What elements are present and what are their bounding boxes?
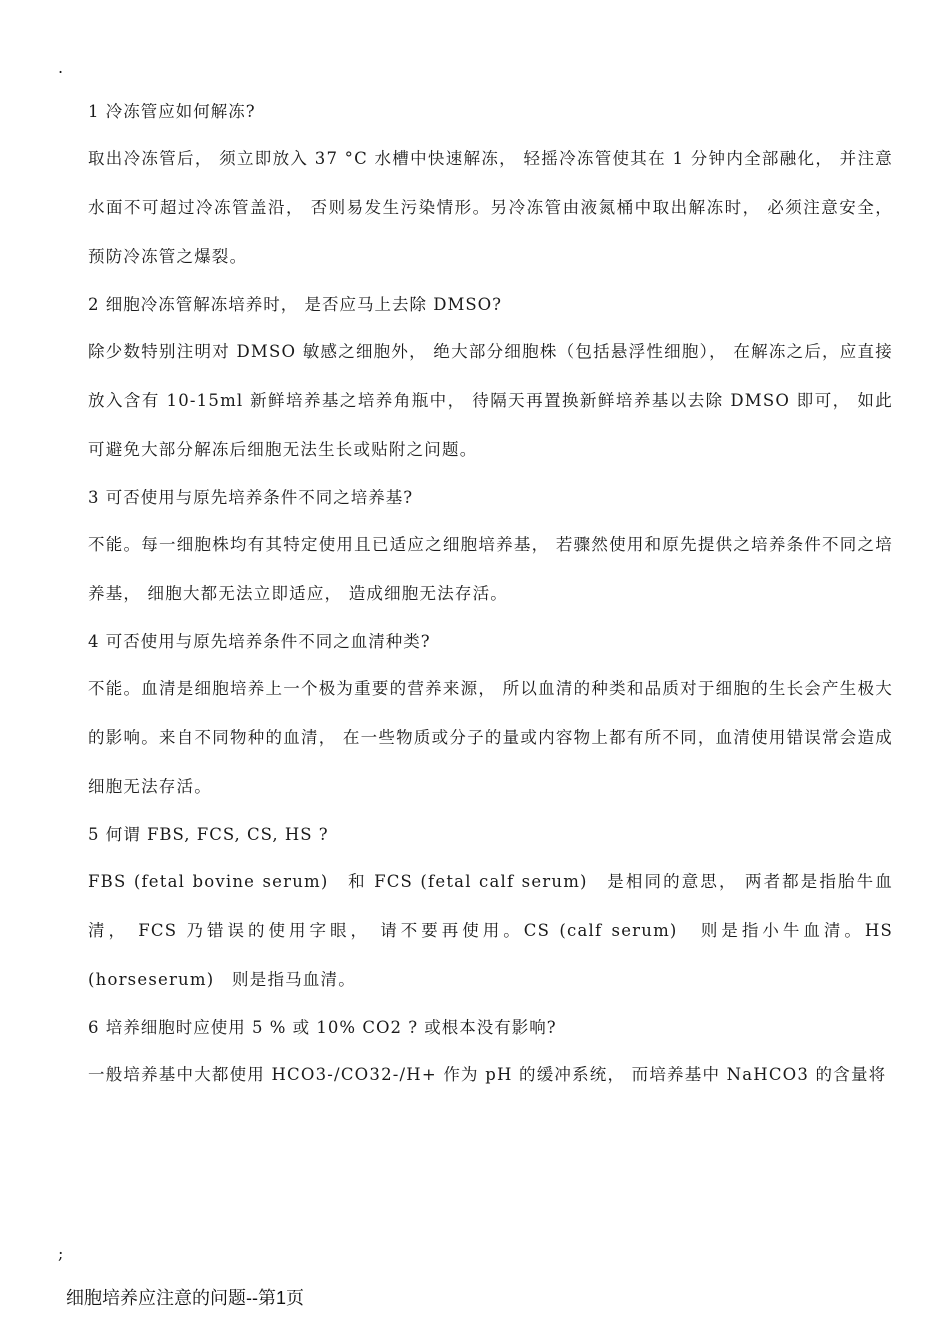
question-1: 1 冷冻管应如何解冻? [88,102,256,121]
answer-2: 除少数特别注明对 DMSO 敏感之细胞外， 绝大部分细胞株（包括悬浮性细胞）， 在解冻之后，应直接放入含有 10-15ml 新鲜培养基之培养角瓶中， 待隔天再置换新鲜培养基以去除 DMSO 即可， 如此可避免大部分解冻后细胞无法生长或贴附之问题。 [88,342,893,459]
question-4: 4 可否使用与原先培养条件不同之血清种类? [88,632,431,651]
page-footer: 细胞培养应注意的问题--第1页 [66,1288,304,1308]
answer-6: 一般培养基中大都使用 HCO3-/CO32-/H+ 作为 pH 的缓冲系统， 而培养基中 NaHCO3 的含量将 [88,1065,887,1084]
answer-3: 不能。每一细胞株均有其特定使用且已适应之细胞培养基， 若骤然使用和原先提供之培养条件不同之培养基， 细胞大都无法立即适应， 造成细胞无法存活。 [88,535,893,603]
answer-1: 取出冷冻管后， 须立即放入 37 °C 水槽中快速解冻， 轻摇冷冻管使其在 1 分钟内全部融化， 并注意水面不可超过冷冻管盖沿， 否则易发生污染情形。另冷冻管由液氮桶中取出解冻时， 必须注意安全， 预防冷冻管之爆裂。 [88,149,893,266]
document-body [88,100,893,1111]
question-2: 2 细胞冷冻管解冻培养时， 是否应马上去除 DMSO? [88,295,503,314]
top-mark: . [58,58,64,77]
question-6: 6 培养细胞时应使用 5 % 或 10% CO2 ? 或根本没有影响? [88,1018,557,1037]
question-5: 5 何谓 FBS, FCS, CS, HS ? [88,825,329,844]
question-3: 3 可否使用与原先培养条件不同之培养基? [88,488,414,507]
answer-4: 不能。血清是细胞培养上一个极为重要的营养来源， 所以血清的种类和品质对于细胞的生长会产生极大的影响。来自不同物种的血清， 在一些物质或分子的量或内容物上都有所不同，血清使用错误常会造成细胞无法存活。 [88,679,893,796]
bottom-mark: ; [58,1244,64,1263]
answer-5: FBS (fetal bovine serum) 和 FCS (fetal calf serum) 是相同的意思， 两者都是指胎牛血清， FCS 乃错误的使用字眼， 请不要再使用。CS (calf serum) 则是指小牛血清。HS (horseserum) 则是指马血清。 [88,872,893,989]
